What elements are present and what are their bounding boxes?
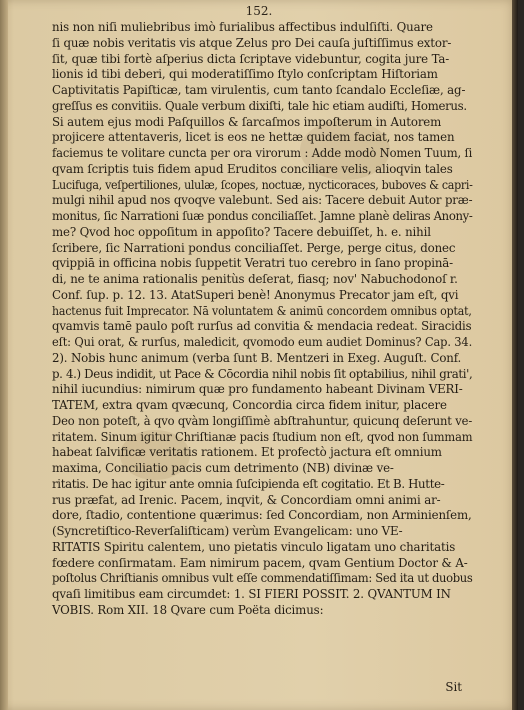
text-line: rus præfat, ad Irenic. Pacem, inqvit, & Concordiam omni animi ar- [52,492,441,507]
text-line: 2). Nobis hunc animum (verba ſunt B. Mentzeri in Exeg. Auguſt. Conf. [52,350,462,365]
text-line: fœdere conſirmatam. Eam nimirum pacem, qvam Gentium Doctor & A- [52,555,468,570]
text-line: Conf. ſup. p. 12. 13. AtatSuperi benè! Anonymus Precator jam eſt, qvi [52,287,459,302]
text-line: projicere attentaveris, licet is eos ne hettæ quidem faciat, nos tamen [52,130,455,145]
text-line: ſi quæ nobis veritatis vis atque Zelus pro Dei cauſa juſtiſſimus extor- [52,35,452,50]
text-line: qvaſi limitibus eam circumdet: 1. SI FIERI POSSIT. 2. QVANTUM IN [52,587,451,601]
text-line: VOBIS. Rom XII. 18 Qvare cum Poëta dicimus: [52,602,324,617]
page-edge [512,0,518,710]
text-line: mulgi nihil apud nos qvoqve valebunt. Sed ais: Tacere debuit Autor præ- [52,193,473,208]
text-line: qvamvis tamē paulo poſt rurſus ad convitia & mendacia redeat. Siracidis [52,319,472,334]
page-number: 152. [245,4,273,18]
text-line: habeat ſalvificæ veritatis rationem. Et profectò jactura eſt omnium [52,445,442,460]
text-line: monitus, ſic Narrationi ſuæ pondus conciliaſſet. Jamne planè deliras Anony- [52,209,473,223]
body-text [52,20,472,619]
catchword: Sit [445,680,462,694]
text-line: nis non niſi muliebribus imò furialibus affectibus indulſiſti. Quare [52,20,433,34]
text-line: greſſus es convitiis. Quale verbum dixiſti, tale hic etiam audiſti, Homerus. [52,98,467,113]
text-line: Deo non poteſt, à qvo qvàm longiſſimè abſtrahuntur, quicunq deſerunt ve- [52,413,473,428]
page-gutter [0,0,8,710]
text-line: RITATIS Spiritu calentem, uno pietatis vinculo ligatam uno charitatis [52,539,456,554]
text-line: lionis id tibi deberi, qui moderatiſſimo ſtylo conſcriptam Hiſtoriam [52,67,438,82]
text-line: qvippiā in officina nobis ſuppetit Veratri tuo cerebro in ſano propinā- [52,256,454,271]
text-line: Si autem ejus modi Paſquillos & ſarcaſmos impoſterum in Autorem [52,114,442,129]
text-line: di, ne te anima rationalis penitùs deſerat, fiasq; nov' Nabuchodonoſ r. [52,272,458,286]
text-line: qvam ſcriptis tuis fidem apud Eruditos conciliare velis, alioqvin tales [52,161,453,176]
text-line: Captivitatis Papiſticæ, tam virulentis, cum tanto ſcandalo Eccleſiæ, ag- [52,83,466,97]
text-line: ſcribere, ſic Narrationi pondus conciliaſſet. Perge, perge citus, donec [52,240,456,255]
text-line: ritatis. De hac igitur ante omnia ſuſcipienda eſt cogitatio. Et B. Hutte- [52,476,445,491]
text-line: dore, ſtadio, contentione quærimus: ſed Concordiam, non Arminienſem, [52,508,472,523]
text-line: eſt: Qui orat, & rurſus, maledicit, qvomodo eum audiet Dominus? Cap. 34. [52,335,473,349]
text-line: p. 4.) Deus indidit, ut Pace & Cōcordia nihil nobis ſit optabilius, nihil grati', [52,366,473,381]
text-line: (Syncretiſtico-Reverſaliſticam) verùm Evangelicam: uno VE- [52,524,403,538]
text-line: Lucifuga, veſpertiliones, ululæ, ſcopes, noctuæ, nycticoraces, buboves & capri- [52,177,473,192]
text-line: ſit, quæ tibi fortè aſperius dicta ſcriptave videbuntur, cogita jure Ta- [52,51,450,66]
text-line: maxima, Conciliatio pacis cum detrimento (NB) divinæ ve- [52,461,394,475]
text-line: me? Qvod hoc oppoſitum in appoſito? Tacere debuiſſet, h. e. nihil [52,224,431,239]
text-line: nihil iucundius: nimirum quæ pro fundamento habeant Divinam VERI- [52,382,463,397]
text-line: ritatem. Sinum igitur Chriſtianæ pacis ſtudium non eſt, qvod non ſummam [52,429,473,444]
text-line: poſtolus Chriſtianis omnibus vult eſſe commendatiſſimam: Sed ita ut duobus [52,571,473,586]
text-line: TATEM, extra qvam qvæcunq, Concordia circa fidem initur, placere [52,398,447,412]
text-line: faciemus te volitare cuncta per ora virorum : Adde modò Nomen Tuum, ſi [52,146,473,160]
text-line: hactenus fuit Imprecator. Nā voluntatem & animū concordem omnibus optat, [52,303,472,318]
